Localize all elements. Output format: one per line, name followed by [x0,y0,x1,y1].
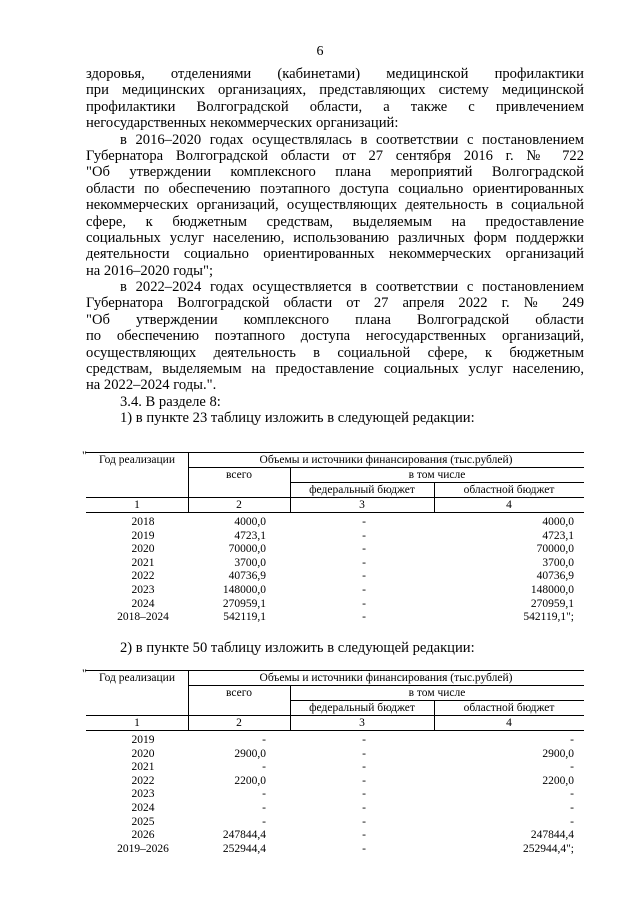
cell-regional: 40736,9 [536,570,574,583]
cell-year: 2021 [131,556,155,569]
cell-year: 2025 [131,815,155,828]
table-row [86,584,584,598]
column-number: 2 [236,499,242,511]
header-including: в том числе [408,687,466,699]
page-number: 6 [316,44,324,59]
header-total: всего [226,469,252,481]
text-line: 1) в пункте 23 таблицу изложить в следующей редакции: [120,410,475,427]
text-line: на 2016–2020 годы"; [86,262,213,279]
document-body [86,66,584,427]
cell-regional: 2200,0 [542,774,574,787]
cell-total: 40736,9 [228,570,266,583]
cell-federal: - [362,788,366,801]
cell-year: 2023 [131,584,155,596]
cell-total: - [262,734,266,746]
cell-year: 2020 [131,747,155,760]
cell-total: 70000,0 [228,543,266,556]
cell-regional: - [570,802,574,814]
header-total: всего [226,687,252,699]
table-row [86,802,584,816]
cell-year: 2024 [131,802,155,814]
text-line: 2) в пункте 50 таблицу изложить в следующей редакции: [120,640,475,656]
cell-regional: - [570,788,574,801]
table-row [86,543,584,557]
table-row [86,775,584,789]
cell-federal: - [362,611,366,624]
cell-federal: - [362,516,366,528]
cell-total: 542119,1 [223,611,266,624]
table-row [86,570,584,584]
text-line: в 2016–2020 годах осуществлялась в соответствии с постановлением [120,131,584,148]
column-number: 1 [134,717,140,729]
text-line: по обеспечению поэтапного доступа негосударственных организаций, [86,328,584,345]
cell-regional: 2900,0 [542,747,574,760]
cell-regional: 270959,1 [530,597,574,610]
cell-regional: 148000,0 [530,584,574,596]
cell-regional: 4723,1 [542,529,574,542]
table-row [86,829,584,843]
table-rule [86,512,584,513]
header-including: в том числе [408,469,466,481]
cell-regional: - [570,761,574,774]
column-number: 4 [506,499,512,511]
cell-regional: - [570,815,574,828]
cell-total: 2900,0 [234,747,266,760]
funding-table-2 [82,666,584,856]
cell-year: 2026 [131,829,155,842]
text-line: "Об утверждении комплексного плана мероприятий Волгоградской [86,164,584,181]
cell-federal: - [362,842,366,855]
table-row [86,516,584,530]
header-volumes: Объемы и источники финансирования (тыс.рублей) [259,672,513,684]
cell-total: 252944,4 [222,842,266,855]
table-rule [86,730,584,731]
cell-total: 4723,1 [234,529,266,542]
text-line: средствам, выделяемым на предоставление социальных услуг населению, [86,361,584,378]
cell-total: 270959,1 [222,597,266,610]
cell-federal: - [362,570,366,583]
cell-regional: - [570,734,574,746]
funding-table-1 [82,448,584,628]
cell-year: 2023 [131,788,155,801]
cell-year: 2020 [131,543,155,556]
column-number: 2 [236,717,242,729]
text-line: некоммерческих организаций, осуществляющих деятельность в социальной [86,197,584,214]
cell-total: - [262,761,266,774]
column-number: 1 [134,499,140,511]
cell-total: - [262,788,266,801]
cell-year: 2021 [131,761,155,774]
cell-federal: - [362,584,366,596]
cell-federal: - [362,556,366,569]
header-federal: федеральный бюджет [309,702,415,714]
cell-year: 2018–2024 [117,611,169,624]
header-year: Год реализации [99,454,175,466]
cell-year: 2019 [131,734,155,746]
table-row [86,734,584,748]
text-line: "Об утверждении комплексного плана Волгоградской области [86,311,584,328]
cell-regional: 247844,4 [530,829,574,842]
cell-federal: - [362,543,366,556]
text-line: Губернатора Волгоградской области от 27 апреля 2022 г. № 249 [86,295,584,312]
cell-total: 148000,0 [222,584,266,596]
cell-federal: - [362,761,366,774]
column-number: 4 [506,717,512,729]
column-number: 3 [359,717,365,729]
table-row [86,611,584,625]
text-line: области по обеспечению поэтапного доступа социально ориентированных [86,180,584,197]
cell-federal: - [362,829,366,842]
cell-regional: 542119,1"; [523,611,574,624]
cell-regional: 3700,0 [542,556,574,569]
cell-year: 2018 [131,516,155,528]
cell-year: 2024 [131,597,155,610]
cell-regional: 252944,4"; [522,842,574,855]
table-row [86,557,584,571]
text-line: в 2022–2024 годах осуществляется в соответствии с постановлением [120,279,584,296]
cell-total: 3700,0 [234,556,266,569]
text-line: осуществляющих деятельность в социальной сфере, к бюджетным [86,344,584,361]
cell-year: 2022 [131,570,155,583]
cell-federal: - [362,529,366,542]
header-regional: областной бюджет [463,702,555,714]
table-row [86,530,584,544]
cell-year: 2019–2026 [117,842,169,855]
table-row [86,598,584,612]
section-heading: 3.4. В разделе 8: [120,393,221,410]
text-line: при медицинских организациях, представляющих систему медицинской [86,82,584,99]
table-row [86,748,584,762]
table-row [86,843,584,857]
cell-regional: 70000,0 [536,543,574,556]
header-regional: областной бюджет [463,484,555,496]
cell-federal: - [362,597,366,610]
text-line: профилактики Волгоградской области, а также с привлечением [86,98,584,115]
quote-mark: " [82,666,87,680]
quote-mark: " [82,448,87,462]
table-row [86,788,584,802]
cell-federal: - [362,815,366,828]
cell-federal: - [362,802,366,814]
cell-total: - [262,802,266,814]
cell-total: - [262,815,266,828]
cell-year: 2019 [131,529,155,542]
text-line: Губернатора Волгоградской области от 27 сентября 2016 г. № 722 [86,147,584,164]
cell-year: 2022 [131,774,155,787]
text-line: здоровья, отделениями (кабинетами) медицинской профилактики [86,66,584,82]
header-federal: федеральный бюджет [309,484,415,496]
cell-regional: 4000,0 [542,516,574,528]
table-row [86,816,584,830]
cell-total: 2200,0 [234,774,266,787]
table-row [86,761,584,775]
text-line: на 2022–2024 годы.". [86,377,217,394]
cell-federal: - [362,747,366,760]
cell-federal: - [362,774,366,787]
cell-total: 247844,4 [222,829,266,842]
cell-federal: - [362,734,366,746]
cell-total: 4000,0 [234,516,266,528]
text-line: сфере, к бюджетным средствам, выделяемым на предоставление [86,213,584,230]
text-line: негосударственных некоммерческих организаций: [86,115,399,132]
column-number: 3 [359,499,365,511]
header-volumes: Объемы и источники финансирования (тыс.рублей) [259,454,513,466]
header-year: Год реализации [99,672,175,684]
text-line: деятельности социально ориентированных некоммерческих организаций [86,246,584,263]
text-line: социальных услуг населению, использованию различных форм поддержки [86,229,584,246]
